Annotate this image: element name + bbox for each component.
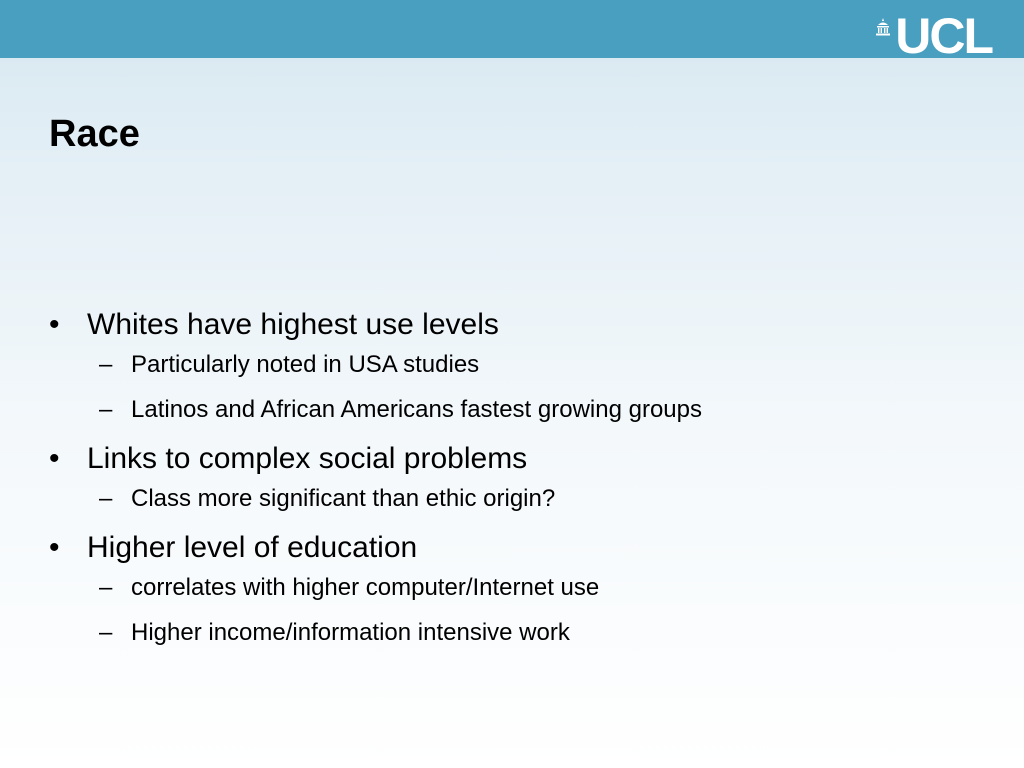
- bullet-item: [49, 439, 989, 479]
- bullet-item: [49, 305, 989, 345]
- sub-bullet-item: [49, 394, 989, 426]
- sub-bullet-text: Class more significant than ethic origin?: [131, 485, 556, 512]
- sub-bullet-marker: –: [99, 396, 113, 423]
- sub-bullet-item: [49, 483, 989, 515]
- slide-body: [49, 305, 989, 662]
- sub-bullet-item: [49, 349, 989, 381]
- sub-bullet-item: [49, 572, 989, 604]
- bullet-marker: •: [49, 442, 60, 475]
- sub-bullet-list: [49, 483, 989, 515]
- bullet-list: [49, 305, 989, 649]
- sub-bullet-item: [49, 617, 989, 649]
- bullet-item: [49, 528, 989, 568]
- bullet-text: Whites have highest use levels: [87, 308, 499, 341]
- sub-bullet-text: Higher income/information intensive work: [131, 619, 570, 646]
- sub-bullet-marker: –: [99, 619, 113, 646]
- sub-bullet-list: [49, 349, 989, 426]
- slide-title: Race: [49, 113, 140, 155]
- bullet-marker: •: [49, 531, 60, 564]
- header-bar: [0, 0, 1024, 64]
- logo-text: UCL: [895, 8, 992, 64]
- portico-icon: [875, 18, 891, 36]
- sub-bullet-list: [49, 572, 989, 649]
- sub-bullet-group: [49, 349, 989, 426]
- sub-bullet-text: Latinos and African Americans fastest growing groups: [131, 396, 702, 423]
- sub-bullet-marker: –: [99, 574, 113, 601]
- sub-bullet-text: Particularly noted in USA studies: [131, 351, 480, 378]
- sub-bullet-marker: –: [99, 485, 113, 512]
- bullet-text: Higher level of education: [87, 531, 418, 564]
- sub-bullet-group: [49, 483, 989, 515]
- sub-bullet-text: correlates with higher computer/Internet use: [131, 574, 600, 601]
- bullet-text: Links to complex social problems: [87, 442, 528, 475]
- sub-bullet-marker: –: [99, 351, 113, 378]
- sub-bullet-group: [49, 572, 989, 649]
- bullet-marker: •: [49, 308, 60, 341]
- ucl-logo: [875, 8, 992, 64]
